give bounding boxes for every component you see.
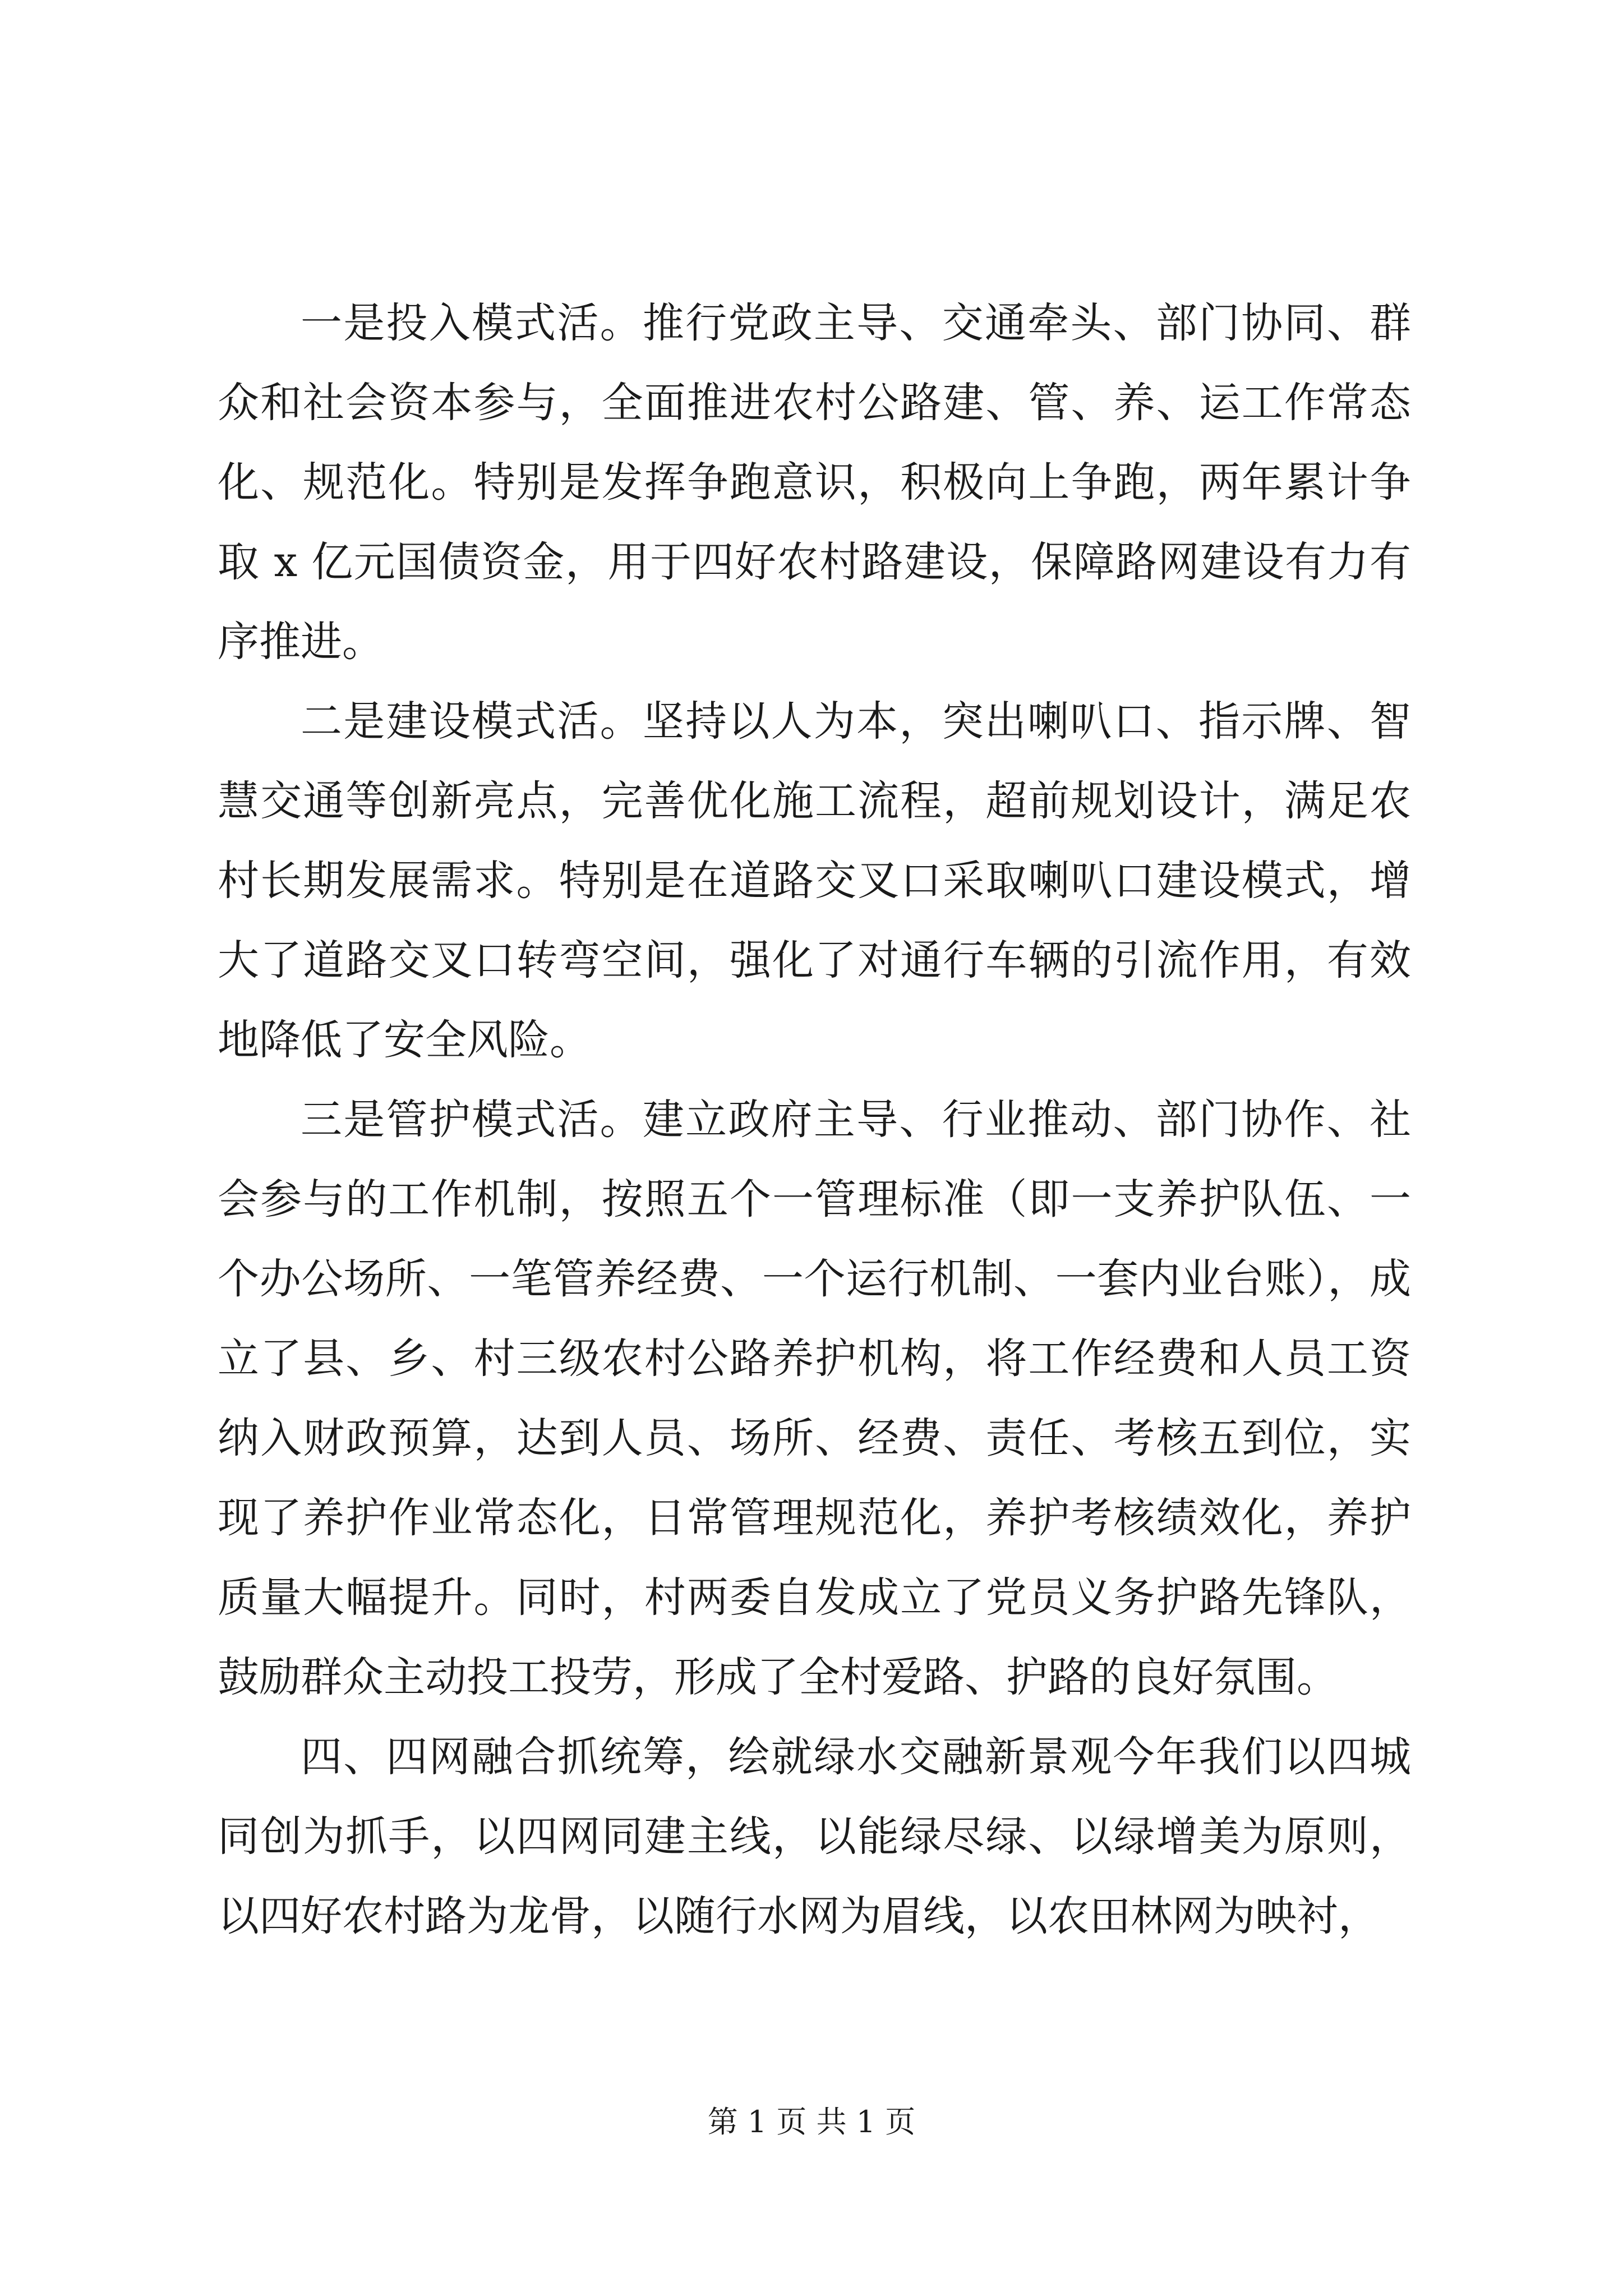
paragraph-investment-mode: 一是投入模式活。推行党政主导、交通牵头、部门协同、群众和社会资本参与，全面推进农村公路建、管、养、运工作常态化、规范化。特别是发挥争跑意识，积极向上争跑，两年累计争取 x 亿元国债资金，用于四好农村路建设，保障路网建设有力有序推进。 [218,299,1411,666]
page-footer: 第 1 页 共 1 页 [707,2104,916,2139]
paragraph-maintenance-mode: 三是管护模式活。建立政府主导、行业推动、部门协作、社会参与的工作机制，按照五个一管理标准（即一支养护队伍、一个办公场所、一笔管养经费、一个运行机制、一套内业台账），成立了县、乡、村三级农村公路养护机构，将工作经费和人员工资纳入财政预算，达到人员、场所、经费、责任、考核五到位，实现了养护作业常态化，日常管理规范化，养护考核绩效化，养护质量大幅提升。同时，村两委自发成立了党员义务护路先锋队，鼓励群众主动投工投劳，形成了全村爱路、护路的良好氛围。 [218,1096,1411,1701]
paragraph-four-networks: 四、四网融合抓统筹，绘就绿水交融新景观今年我们以四城同创为抓手，以四网同建主线，以能绿尽绿、以绿增美为原则，以四好农村路为龙骨，以随行水网为眉线，以农田林网为映衬， [218,1733,1411,1940]
paragraph-construction-mode: 二是建设模式活。坚持以人为本，突出喇叭口、指示牌、智慧交通等创新亮点，完善优化施工流程，超前规划设计，满足农村长期发展需求。特别是在道路交叉口采取喇叭口建设模式，增大了道路交叉口转弯空间，强化了对通行车辆的引流作用，有效地降低了安全风险。 [218,697,1411,1064]
document-body [218,283,1411,1956]
